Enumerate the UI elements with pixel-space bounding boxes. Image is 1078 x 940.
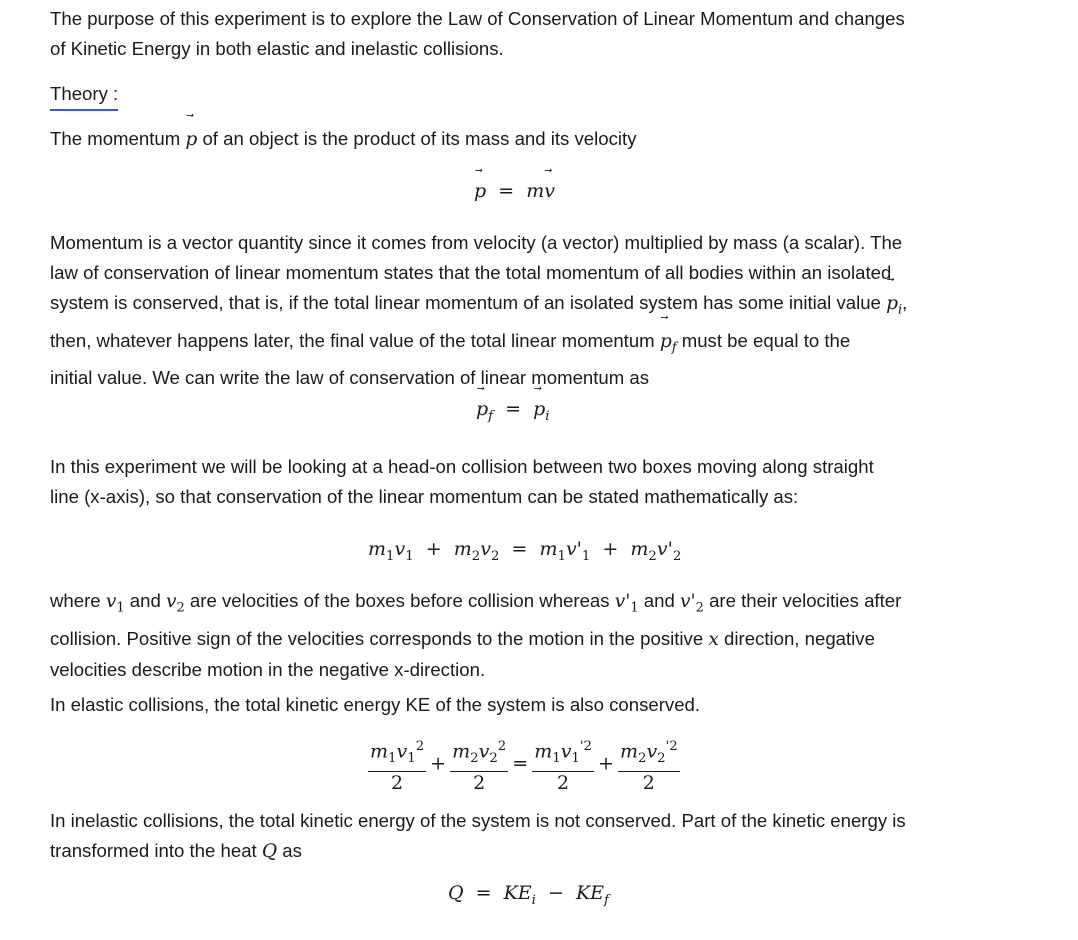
- conservation-line-3-end: ,: [902, 292, 908, 313]
- eq1d-equals: =: [511, 538, 528, 560]
- equation-kinetic-energy: [364, 735, 684, 794]
- eq1d-v2: v: [480, 538, 491, 560]
- eq-momentum-equals: =: [498, 180, 515, 202]
- inelastic-line-1: In inelastic collisions, the total kinetic energy of the system is not conserved. Part of the kinetic energy is: [50, 810, 906, 831]
- where-line-2-b: direction, negative: [718, 627, 875, 649]
- ke-frac-3: [532, 735, 594, 794]
- where-v2-prime-sub: 2: [695, 600, 704, 616]
- momentum-symbol: ⃗ p: [185, 125, 197, 155]
- final-momentum-sub: f: [671, 340, 677, 356]
- eq1d-m1: m: [368, 538, 387, 560]
- ke3-v-sub: 1: [571, 751, 580, 767]
- ke-equals: =: [512, 752, 529, 775]
- momentum-def-text-a: The momentum: [50, 128, 186, 149]
- heat-ke-final-sub: f: [604, 892, 609, 908]
- elastic-paragraph: [50, 690, 1030, 720]
- equation-heat: [448, 882, 609, 908]
- equation-momentum: [474, 180, 555, 202]
- conservation-line-4: then, whatever happens later, the final value of the total linear momentum: [50, 329, 660, 351]
- where-text-b: and: [124, 590, 166, 611]
- where-v1-sub: 1: [116, 600, 125, 616]
- inelastic-line-2-b: as: [277, 840, 302, 861]
- eq-cons-pf-sub: f: [488, 408, 494, 424]
- heat-q: Q: [448, 882, 464, 904]
- ke-frac-1: [368, 735, 426, 794]
- eq1d-m1-after: m: [539, 538, 558, 560]
- ke-plus-2: +: [598, 752, 614, 775]
- conservation-line-1: Momentum is a vector quantity since it comes from velocity (a vector) multiplied by mass (a scalar). The: [50, 232, 903, 253]
- inelastic-line-2-a: transformed into the heat: [50, 840, 262, 861]
- ke2-v-sup: 2: [497, 739, 507, 754]
- ke2-m-sub: 2: [470, 751, 479, 767]
- eq-cons-pi-sub: i: [545, 408, 550, 424]
- heat-minus: −: [547, 882, 564, 904]
- heat-ke-initial-sub: i: [531, 892, 536, 908]
- eq-cons-pi: ⃗ p: [533, 398, 545, 420]
- ke2-m: m: [452, 740, 471, 763]
- heat-ke-final: KE: [575, 882, 605, 904]
- where-text-e: are their velocities after: [703, 590, 902, 611]
- final-momentum-symbol: ⃗ p: [660, 327, 672, 357]
- eq1d-m1-after-sub: 1: [557, 548, 566, 564]
- ke1-v-sup: 2: [415, 739, 425, 754]
- theory-heading: Theory :: [50, 79, 118, 111]
- conservation-paragraph: [50, 228, 1030, 393]
- eq1d-m2-sub: 2: [471, 548, 481, 564]
- elastic-text: In elastic collisions, the total kinetic energy KE of the system is also conserved.: [50, 694, 701, 715]
- ke1-v: v: [396, 740, 408, 763]
- ke2-v: v: [478, 740, 490, 763]
- eq1d-v1-after: v': [565, 538, 582, 560]
- where-v2-prime: v': [680, 591, 696, 612]
- ke2-den: 2: [473, 772, 486, 795]
- heat-ke-initial: KE: [503, 882, 532, 904]
- inelastic-paragraph: [50, 806, 1030, 867]
- eq1d-v2-after: v': [656, 538, 673, 560]
- eq1d-m2: m: [453, 538, 472, 560]
- ke4-v: v: [646, 740, 658, 763]
- where-text-a: where: [50, 590, 106, 611]
- initial-momentum-sub: i: [897, 302, 903, 318]
- intro-line-1: The purpose of this experiment is to explore the Law of Conservation of Linear Momentum and changes: [50, 8, 905, 29]
- inelastic-q-symbol: Q: [261, 841, 278, 862]
- where-x-symbol: x: [708, 628, 719, 650]
- where-text-c: are velocities of the boxes before collision whereas: [184, 590, 615, 611]
- where-v1-prime: v': [614, 591, 631, 612]
- momentum-definition: [50, 124, 1030, 155]
- heat-equals: =: [475, 882, 492, 904]
- where-text-d: and: [638, 590, 680, 611]
- head-on-line-2: line (x-axis), so that conservation of the linear momentum can be stated mathematically as:: [50, 486, 799, 507]
- where-v1-prime-sub: 1: [630, 600, 639, 616]
- ke3-v-sup: '2: [579, 739, 593, 754]
- conservation-line-4-end: must be equal to the: [676, 329, 851, 351]
- ke3-v: v: [560, 740, 572, 763]
- ke4-v-sup: '2: [665, 739, 678, 754]
- initial-momentum-symbol: ⃗ p: [886, 289, 898, 319]
- ke3-m: m: [534, 740, 553, 763]
- head-on-paragraph: [50, 452, 1030, 512]
- equation-conservation: [476, 398, 550, 424]
- ke4-m-sub: 2: [637, 751, 647, 767]
- conservation-line-2: law of conservation of linear momentum states that the total momentum of all bodies within an isolated: [50, 262, 892, 283]
- where-v2: v: [165, 591, 177, 612]
- ke4-v-sub: 2: [657, 751, 666, 767]
- ke4-m: m: [619, 740, 638, 763]
- eq1d-v2-sub: 2: [490, 548, 500, 564]
- conservation-line-5: initial value. We can write the law of conservation of linear momentum as: [50, 367, 650, 389]
- eq-momentum-m: m: [526, 180, 545, 202]
- eq-momentum-p: ⃗ p: [474, 180, 486, 202]
- eq1d-v1: v: [394, 538, 406, 560]
- ke-frac-4: [618, 735, 680, 794]
- eq1d-m2-after: m: [630, 538, 649, 560]
- eq-cons-equals: =: [505, 398, 522, 420]
- eq1d-m1-sub: 1: [386, 548, 395, 564]
- conservation-line-3: system is conserved, that is, if the total linear momentum of an isolated system has some initial value: [50, 292, 887, 313]
- ke1-v-sub: 1: [407, 751, 416, 767]
- ke1-m-sub: 1: [388, 751, 397, 767]
- equation-momentum-1d: [368, 538, 681, 564]
- ke-plus-1: +: [430, 752, 447, 775]
- where-v1: v: [105, 591, 117, 612]
- head-on-line-1: In this experiment we will be looking at a head-on collision between two boxes moving along straight: [50, 456, 874, 477]
- eq-cons-pf: ⃗ p: [476, 398, 488, 420]
- momentum-def-text-b: of an object is the product of its mass and its velocity: [197, 128, 637, 149]
- ke3-m-sub: 1: [552, 751, 561, 767]
- ke-frac-2: [450, 735, 508, 794]
- eq1d-v1-after-sub: 1: [581, 548, 591, 564]
- where-line-3: velocities describe motion in the negative x-direction.: [50, 658, 486, 680]
- ke1-den: 2: [391, 772, 404, 795]
- where-line-2-a: collision. Positive sign of the velocities corresponds to the motion in the positive: [50, 627, 709, 649]
- eq1d-v2-after-sub: 2: [672, 548, 682, 564]
- intro-paragraph: [50, 4, 1030, 64]
- velocity-definition-paragraph: [50, 586, 1030, 685]
- intro-line-2: of Kinetic Energy in both elastic and inelastic collisions.: [50, 38, 504, 59]
- eq1d-v1-sub: 1: [405, 548, 414, 564]
- ke2-v-sub: 2: [489, 751, 498, 767]
- eq1d-m2-after-sub: 2: [648, 548, 657, 564]
- eq1d-plus: +: [425, 538, 442, 560]
- eq-momentum-v: ⃗ v: [544, 180, 555, 202]
- ke4-den: 2: [642, 772, 655, 795]
- ke1-m: m: [370, 740, 389, 763]
- eq1d-plus-2: +: [602, 538, 619, 560]
- where-v2-sub: 2: [176, 600, 185, 616]
- ke3-den: 2: [557, 772, 570, 795]
